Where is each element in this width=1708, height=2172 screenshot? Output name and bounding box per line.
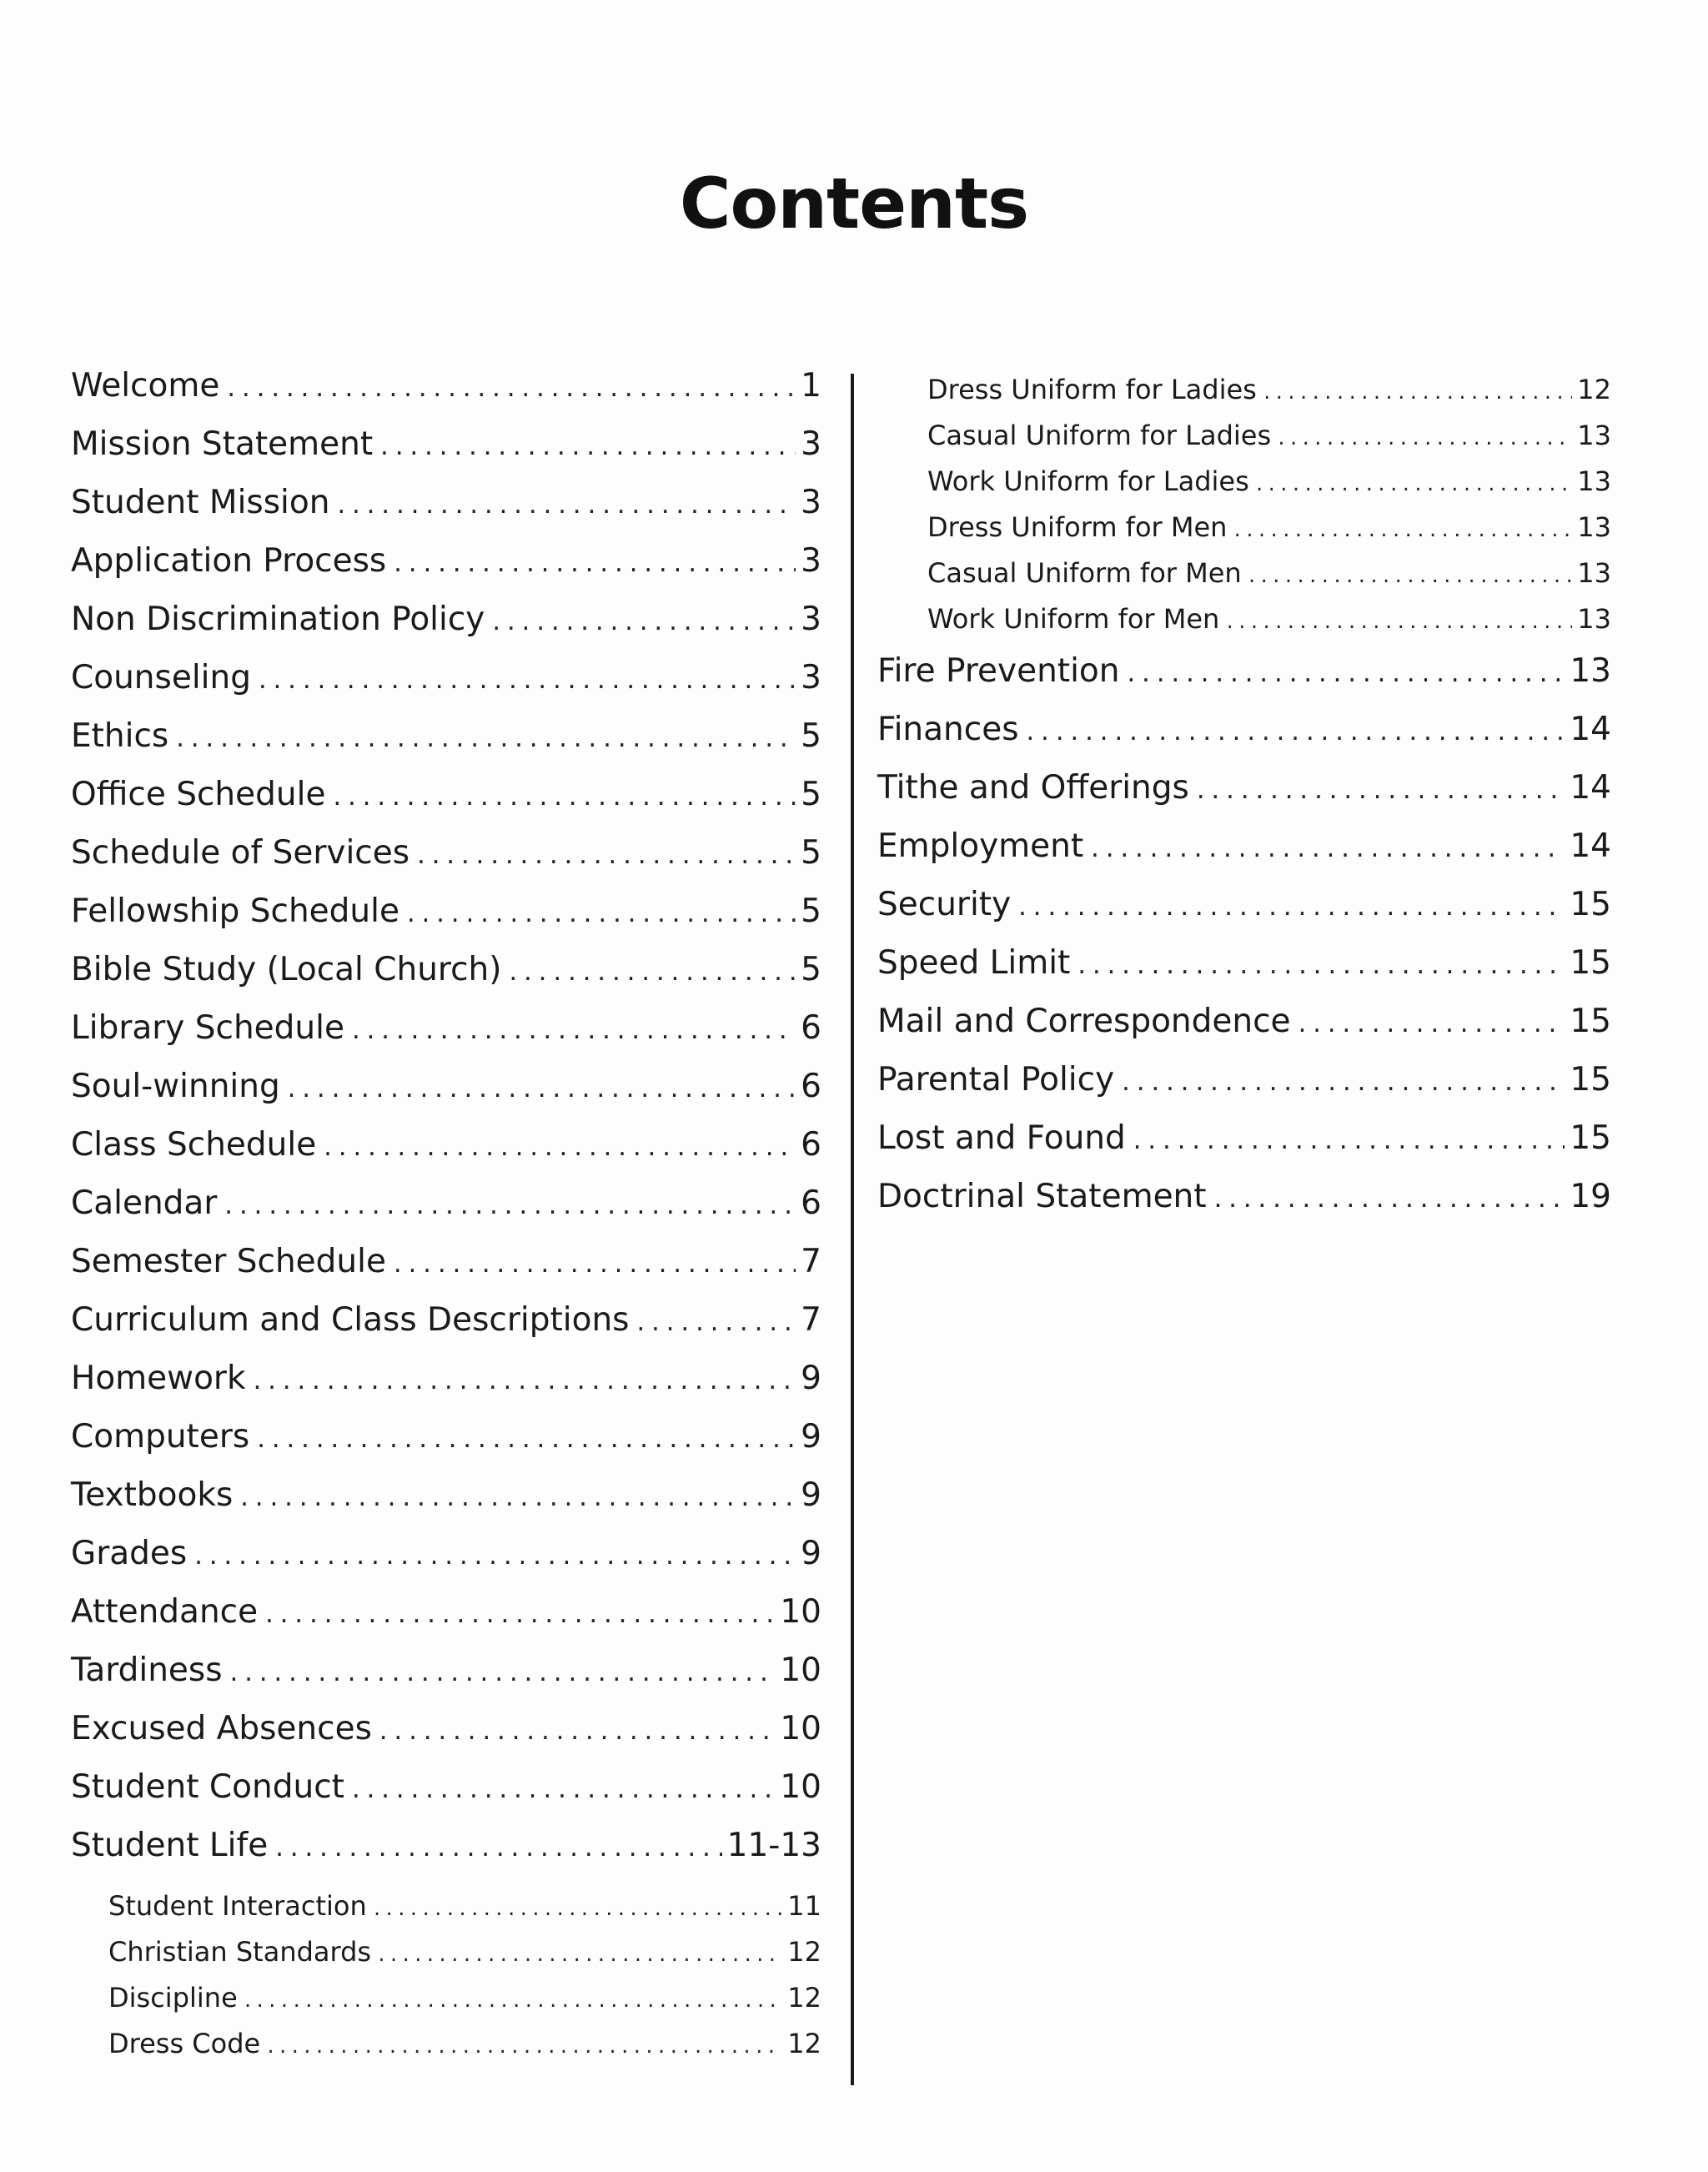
toc-entry-label: Library Schedule bbox=[71, 1009, 344, 1047]
toc-entry-label: Soul-winning bbox=[71, 1068, 280, 1105]
toc-subentry-page: 11 bbox=[787, 1890, 821, 1922]
dot-leader bbox=[414, 827, 796, 886]
dot-leader bbox=[192, 1528, 796, 1586]
toc-entry-page: 3 bbox=[801, 542, 821, 580]
toc-subentry bbox=[877, 367, 1611, 413]
toc-entry bbox=[877, 817, 1611, 876]
toc-entry bbox=[71, 1817, 821, 1875]
toc-entry bbox=[71, 1466, 821, 1525]
dot-leader bbox=[391, 1236, 796, 1295]
dot-leader bbox=[1119, 1054, 1565, 1113]
toc-entry-label: Employment bbox=[877, 827, 1084, 865]
dot-leader bbox=[263, 1586, 775, 1645]
toc-entry-page: 15 bbox=[1570, 1061, 1611, 1099]
toc-entry-label: Class Schedule bbox=[71, 1126, 317, 1164]
toc-entry-label: Welcome bbox=[71, 367, 220, 405]
dot-leader bbox=[372, 1887, 783, 1933]
dot-leader bbox=[349, 1762, 775, 1820]
dot-leader bbox=[265, 2024, 782, 2070]
dot-leader bbox=[1016, 879, 1565, 938]
toc-entry-label: Parental Policy bbox=[877, 1061, 1115, 1099]
dot-leader bbox=[173, 711, 796, 769]
toc-entry bbox=[71, 1233, 821, 1291]
toc-entry-label: Office Schedule bbox=[71, 776, 326, 813]
page-title: Contents bbox=[679, 163, 1029, 244]
toc-entry-label: Doctrinal Statement bbox=[877, 1178, 1207, 1215]
toc-entry bbox=[71, 1291, 821, 1350]
toc-entry-page: 9 bbox=[801, 1418, 821, 1456]
toc-entry-label: Homework bbox=[71, 1360, 246, 1397]
dot-leader bbox=[1131, 1113, 1565, 1171]
toc-entry-label: Fire Prevention bbox=[877, 652, 1120, 690]
dot-leader bbox=[1075, 938, 1565, 996]
toc-subentry bbox=[877, 596, 1611, 642]
toc-entry-label: Attendance bbox=[71, 1593, 259, 1631]
toc-subentry-label: Dress Code bbox=[108, 2028, 261, 2059]
dot-leader bbox=[330, 769, 796, 827]
dot-leader bbox=[1247, 554, 1573, 600]
toc-entry bbox=[877, 993, 1611, 1051]
dot-leader bbox=[254, 1411, 796, 1470]
toc-subentry-page: 13 bbox=[1577, 557, 1611, 589]
toc-entry-page: 15 bbox=[1570, 886, 1611, 923]
dot-leader bbox=[285, 1061, 796, 1119]
dot-leader bbox=[334, 477, 796, 535]
dot-leader bbox=[273, 1820, 721, 1878]
toc-entry-label: Tithe and Offerings bbox=[877, 769, 1189, 807]
toc-entry bbox=[71, 1350, 821, 1408]
dot-leader bbox=[222, 1178, 796, 1236]
toc-subentry-page: 12 bbox=[787, 2028, 821, 2059]
toc-entry-label: Mission Statement bbox=[71, 425, 374, 463]
dot-leader bbox=[1224, 600, 1572, 646]
dot-leader bbox=[243, 1978, 783, 2024]
toc-entry-page: 11-13 bbox=[726, 1827, 821, 1864]
toc-entry-page: 14 bbox=[1570, 827, 1611, 865]
toc-entry bbox=[71, 707, 821, 766]
toc-subentry-page: 13 bbox=[1577, 603, 1611, 635]
toc-right-column bbox=[877, 367, 1611, 1226]
toc-entry-label: Mail and Correspondence bbox=[877, 1003, 1291, 1040]
toc-subentry-page: 13 bbox=[1577, 420, 1611, 451]
toc-subentry-page: 12 bbox=[787, 1982, 821, 2014]
toc-entry-label: Fellowship Schedule bbox=[71, 892, 399, 930]
toc-entry bbox=[877, 876, 1611, 934]
toc-entry-page: 10 bbox=[780, 1710, 821, 1747]
toc-entry bbox=[71, 474, 821, 532]
toc-entry bbox=[877, 701, 1611, 759]
dot-leader bbox=[1125, 646, 1565, 704]
toc-left-column bbox=[71, 357, 821, 2067]
toc-entry-page: 6 bbox=[801, 1009, 821, 1047]
toc-entry-page: 15 bbox=[1570, 1119, 1611, 1157]
toc-entry-page: 15 bbox=[1570, 944, 1611, 982]
toc-entry bbox=[71, 824, 821, 882]
toc-entry-label: Computers bbox=[71, 1418, 250, 1456]
toc-entry-label: Bible Study (Local Church) bbox=[71, 951, 502, 988]
toc-entry-label: Grades bbox=[71, 1535, 188, 1572]
toc-subentry-label: Discipline bbox=[108, 1982, 238, 2014]
toc-entry-page: 19 bbox=[1570, 1178, 1611, 1215]
toc-entry-label: Speed Limit bbox=[877, 944, 1071, 982]
toc-entry-page: 7 bbox=[801, 1301, 821, 1339]
dot-leader bbox=[1296, 996, 1565, 1054]
toc-subentry-page: 12 bbox=[787, 1936, 821, 1968]
toc-entry-label: Schedule of Services bbox=[71, 834, 410, 872]
toc-entry bbox=[71, 1058, 821, 1116]
dot-leader bbox=[321, 1119, 796, 1178]
toc-entry bbox=[71, 1408, 821, 1466]
toc-subentry-label: Work Uniform for Men bbox=[927, 603, 1220, 635]
toc-entry bbox=[71, 415, 821, 474]
toc-entry bbox=[71, 999, 821, 1058]
toc-entry bbox=[877, 1051, 1611, 1109]
toc-subentry-label: Work Uniform for Ladies bbox=[927, 465, 1249, 497]
dot-leader bbox=[391, 535, 796, 594]
toc-main-list bbox=[71, 357, 821, 1875]
toc-entry-page: 15 bbox=[1570, 1003, 1611, 1040]
toc-entry bbox=[71, 649, 821, 707]
toc-entry bbox=[877, 759, 1611, 817]
dot-leader bbox=[228, 1645, 776, 1703]
toc-entry-page: 5 bbox=[801, 776, 821, 813]
toc-entry bbox=[877, 642, 1611, 701]
dot-leader bbox=[1232, 508, 1572, 554]
toc-entry-page: 9 bbox=[801, 1360, 821, 1397]
dot-leader bbox=[1194, 762, 1565, 821]
toc-entry-page: 5 bbox=[801, 834, 821, 872]
toc-entry-label: Finances bbox=[877, 711, 1019, 748]
dot-leader bbox=[1024, 704, 1565, 762]
toc-entry-label: Calendar bbox=[71, 1184, 218, 1222]
toc-entry bbox=[71, 882, 821, 941]
column-divider bbox=[851, 374, 854, 2085]
toc-entry-page: 6 bbox=[801, 1068, 821, 1105]
toc-entry-label: Application Process bbox=[71, 542, 387, 580]
toc-entry-page: 6 bbox=[801, 1126, 821, 1164]
dot-leader bbox=[1262, 370, 1572, 416]
toc-entry-page: 6 bbox=[801, 1184, 821, 1222]
toc-entry-page: 7 bbox=[801, 1243, 821, 1280]
toc-subentry bbox=[877, 413, 1611, 459]
toc-entry bbox=[71, 1758, 821, 1817]
dot-leader bbox=[634, 1295, 796, 1353]
toc-subentry bbox=[71, 2021, 821, 2067]
toc-subentry-label: Student Interaction bbox=[108, 1890, 367, 1922]
dot-leader bbox=[404, 886, 796, 944]
dot-leader bbox=[224, 360, 796, 419]
toc-entry-label: Student Conduct bbox=[71, 1768, 344, 1806]
dot-leader bbox=[1088, 821, 1565, 879]
toc-subentry-label: Dress Uniform for Men bbox=[927, 511, 1228, 543]
toc-entry-label: Tardiness bbox=[71, 1652, 223, 1689]
dot-leader bbox=[238, 1470, 796, 1528]
toc-entry bbox=[71, 1583, 821, 1642]
toc-entry-page: 5 bbox=[801, 892, 821, 930]
toc-entry bbox=[71, 1525, 821, 1583]
toc-entry-label: Student Mission bbox=[71, 484, 330, 521]
toc-subentry bbox=[71, 1975, 821, 2021]
toc-entry bbox=[877, 1168, 1611, 1226]
toc-entry-label: Textbooks bbox=[71, 1476, 234, 1514]
dot-leader bbox=[256, 652, 796, 711]
toc-subentry-page: 12 bbox=[1577, 374, 1611, 405]
toc-subentry bbox=[71, 1929, 821, 1975]
toc-entry bbox=[71, 357, 821, 415]
toc-subentry-label: Casual Uniform for Men bbox=[927, 557, 1242, 589]
toc-subentry-page: 13 bbox=[1577, 465, 1611, 497]
toc-subentry-page: 13 bbox=[1577, 511, 1611, 543]
toc-entry bbox=[877, 934, 1611, 993]
toc-entry-page: 10 bbox=[780, 1593, 821, 1631]
toc-sub-list bbox=[877, 367, 1611, 642]
dot-leader bbox=[1212, 1171, 1565, 1229]
toc-subentry bbox=[877, 459, 1611, 505]
toc-entry-page: 1 bbox=[801, 367, 821, 405]
toc-entry bbox=[71, 1174, 821, 1233]
toc-sub-list bbox=[71, 1883, 821, 2067]
toc-entry-page: 10 bbox=[780, 1768, 821, 1806]
toc-subentry-label: Christian Standards bbox=[108, 1936, 372, 1968]
toc-entry-page: 9 bbox=[801, 1476, 821, 1514]
toc-subentry-label: Casual Uniform for Ladies bbox=[927, 420, 1272, 451]
dot-leader bbox=[1276, 416, 1572, 462]
toc-entry bbox=[877, 1109, 1611, 1168]
dot-leader bbox=[490, 594, 796, 652]
toc-entry-label: Semester Schedule bbox=[71, 1243, 386, 1280]
dot-leader bbox=[506, 944, 796, 1003]
toc-subentry bbox=[877, 505, 1611, 551]
toc-main-list bbox=[877, 642, 1611, 1226]
toc-subentry bbox=[877, 551, 1611, 596]
toc-entry-page: 14 bbox=[1570, 769, 1611, 807]
toc-subentry bbox=[71, 1883, 821, 1929]
dot-leader bbox=[377, 1703, 775, 1762]
toc-entry-label: Student Life bbox=[71, 1827, 269, 1864]
dot-leader bbox=[378, 419, 796, 477]
toc-entry-page: 5 bbox=[801, 951, 821, 988]
toc-entry-page: 3 bbox=[801, 484, 821, 521]
toc-entry-page: 10 bbox=[780, 1652, 821, 1689]
toc-entry-label: Excused Absences bbox=[71, 1710, 372, 1747]
toc-entry-page: 3 bbox=[801, 425, 821, 463]
toc-entry-label: Counseling bbox=[71, 659, 251, 696]
toc-entry-label: Non Discrimination Policy bbox=[71, 601, 485, 638]
toc-entry bbox=[71, 766, 821, 824]
dot-leader bbox=[1254, 462, 1573, 508]
toc-entry-label: Lost and Found bbox=[877, 1119, 1126, 1157]
toc-entry bbox=[71, 1700, 821, 1758]
dot-leader bbox=[376, 1933, 782, 1978]
toc-entry-page: 14 bbox=[1570, 711, 1611, 748]
toc-subentry-label: Dress Uniform for Ladies bbox=[927, 374, 1257, 405]
toc-entry bbox=[71, 941, 821, 999]
toc-entry bbox=[71, 591, 821, 649]
dot-leader bbox=[251, 1353, 796, 1411]
toc-entry-page: 9 bbox=[801, 1535, 821, 1572]
dot-leader bbox=[349, 1003, 796, 1061]
toc-entry bbox=[71, 1642, 821, 1700]
toc-entry-label: Security bbox=[877, 886, 1012, 923]
toc-entry bbox=[71, 532, 821, 591]
toc-entry-page: 3 bbox=[801, 601, 821, 638]
toc-entry bbox=[71, 1116, 821, 1174]
toc-entry-page: 13 bbox=[1570, 652, 1611, 690]
toc-entry-label: Curriculum and Class Descriptions bbox=[71, 1301, 630, 1339]
toc-entry-page: 5 bbox=[801, 717, 821, 755]
toc-entry-page: 3 bbox=[801, 659, 821, 696]
toc-entry-label: Ethics bbox=[71, 717, 169, 755]
